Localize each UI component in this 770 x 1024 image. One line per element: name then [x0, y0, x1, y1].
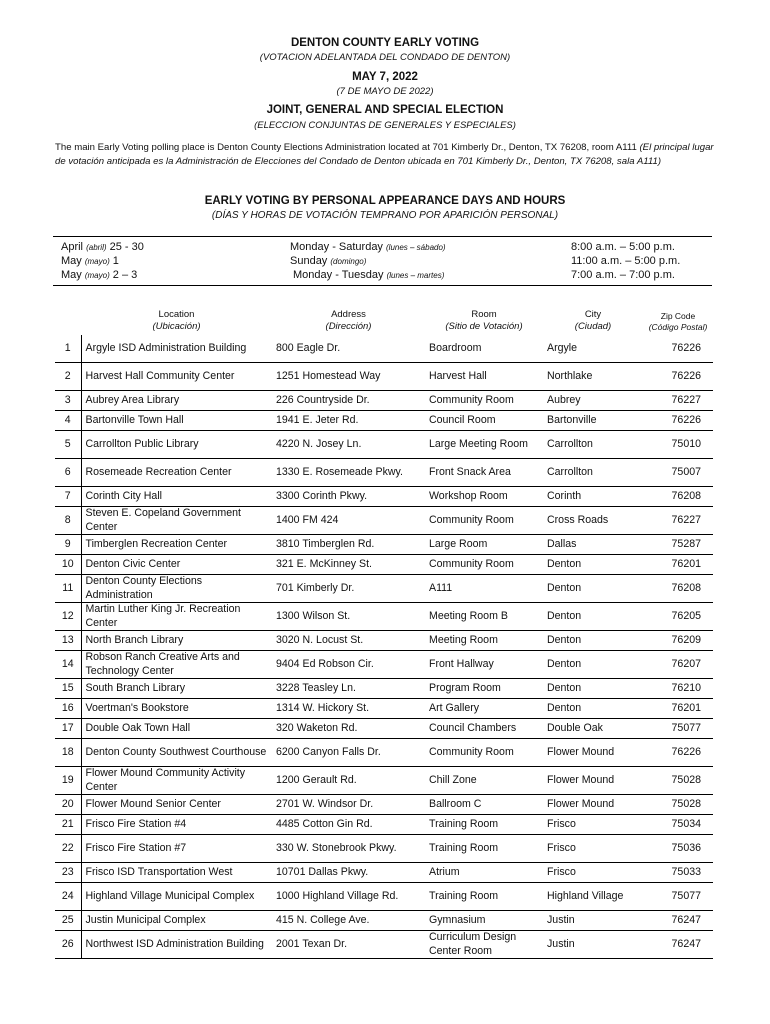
room-cell: Ballroom C — [425, 795, 543, 815]
table-row — [55, 555, 713, 575]
room-cell: Program Room — [425, 679, 543, 699]
schedule-row: May (mayo) 2 – 3 Monday - Tuesday (lunes – martes) 7:00 a.m. – 7:00 p.m. — [61, 269, 675, 281]
location-cell: Aubrey Area Library — [81, 391, 272, 411]
location-cell: Voertman's Bookstore — [81, 699, 272, 719]
room-cell: Community Room — [425, 391, 543, 411]
address-cell: 6200 Canyon Falls Dr. — [272, 739, 425, 767]
zip-cell: 75010 — [643, 431, 713, 459]
zip-cell: 76226 — [643, 335, 713, 363]
row-number: 4 — [55, 411, 81, 431]
room-cell: Gymnasium — [425, 911, 543, 931]
row-number: 8 — [55, 507, 81, 535]
address-header: Address (Dirección) — [325, 309, 372, 332]
address-cell: 9404 Ed Robson Cir. — [272, 651, 425, 679]
room-cell: Chill Zone — [425, 767, 543, 795]
table-row — [55, 363, 713, 391]
row-number: 10 — [55, 555, 81, 575]
location-cell: North Branch Library — [81, 631, 272, 651]
table-row — [55, 911, 713, 931]
zip-cell: 76226 — [643, 411, 713, 431]
address-cell: 1300 Wilson St. — [272, 603, 425, 631]
table-row — [55, 411, 713, 431]
zip-cell: 75034 — [643, 815, 713, 835]
location-cell: Rosemeade Recreation Center — [81, 459, 272, 487]
zip-cell: 76208 — [643, 575, 713, 603]
address-cell: 1251 Homestead Way — [272, 363, 425, 391]
intro-text-en: The main Early Voting polling place is Denton County Elections Administration located at 701 Kimberly Dr., Denton, TX 76208, room A111 — [55, 142, 637, 153]
address-cell: 1000 Highland Village Rd. — [272, 883, 425, 911]
zip-cell: 75028 — [643, 795, 713, 815]
address-cell: 330 W. Stonebrook Pkwy. — [272, 835, 425, 863]
city-cell: Denton — [543, 555, 643, 575]
location-cell: Frisco Fire Station #4 — [81, 815, 272, 835]
city-cell: Frisco — [543, 863, 643, 883]
zip-cell: 76209 — [643, 631, 713, 651]
table-row — [55, 739, 713, 767]
zip-cell: 75028 — [643, 767, 713, 795]
schedule-title: EARLY VOTING BY PERSONAL APPEARANCE DAYS AND HOURS — [204, 195, 566, 207]
room-cell: Council Chambers — [425, 719, 543, 739]
row-number: 12 — [55, 603, 81, 631]
row-number: 22 — [55, 835, 81, 863]
address-cell: 4220 N. Josey Ln. — [272, 431, 425, 459]
room-cell: Workshop Room — [425, 487, 543, 507]
table-row — [55, 631, 713, 651]
location-cell: Flower Mound Community Activity Center — [81, 767, 272, 795]
room-cell: Meeting Room B — [425, 603, 543, 631]
row-number: 19 — [55, 767, 81, 795]
table-row — [55, 507, 713, 535]
room-cell: A111 — [425, 575, 543, 603]
location-cell: Highland Village Municipal Complex — [81, 883, 272, 911]
schedule-block — [53, 236, 712, 286]
city-cell: Carrollton — [543, 431, 643, 459]
room-cell: Council Room — [425, 411, 543, 431]
room-cell: Large Meeting Room — [425, 431, 543, 459]
address-cell: 1400 FM 424 — [272, 507, 425, 535]
location-cell: Harvest Hall Community Center — [81, 363, 272, 391]
row-number: 1 — [55, 335, 81, 363]
table-row — [55, 767, 713, 795]
location-cell: Denton Civic Center — [81, 555, 272, 575]
room-cell: Large Room — [425, 535, 543, 555]
zip-cell: 76227 — [643, 507, 713, 535]
address-cell: 1314 W. Hickory St. — [272, 699, 425, 719]
room-header: Room (Sitio de Votación) — [445, 309, 523, 332]
location-cell: Carrollton Public Library — [81, 431, 272, 459]
location-cell: Denton County Southwest Courthouse — [81, 739, 272, 767]
zip-cell: 76207 — [643, 651, 713, 679]
city-cell: Frisco — [543, 815, 643, 835]
zip-cell: 75036 — [643, 835, 713, 863]
room-cell: Boardroom — [425, 335, 543, 363]
row-number: 24 — [55, 883, 81, 911]
city-cell: Double Oak — [543, 719, 643, 739]
row-number: 25 — [55, 911, 81, 931]
table-row — [55, 679, 713, 699]
zip-header: Zip Code (Código Postal) — [648, 311, 708, 332]
schedule-title-es: (DÍAS Y HORAS DE VOTACIÓN TEMPRANO POR APARICIÓN PERSONAL) — [211, 210, 559, 221]
row-number: 20 — [55, 795, 81, 815]
city-cell: Carrollton — [543, 459, 643, 487]
address-cell: 415 N. College Ave. — [272, 911, 425, 931]
zip-cell: 76227 — [643, 391, 713, 411]
row-number: 13 — [55, 631, 81, 651]
row-number: 14 — [55, 651, 81, 679]
schedule-row: April (abril) 25 - 30 Monday - Saturday (lunes – sábado) 8:00 a.m. – 5:00 p.m. — [61, 241, 675, 253]
table-row — [55, 487, 713, 507]
location-cell: Northwest ISD Administration Building — [81, 931, 272, 959]
zip-cell: 75287 — [643, 535, 713, 555]
city-cell: Cross Roads — [543, 507, 643, 535]
city-cell: Flower Mound — [543, 767, 643, 795]
city-cell: Bartonville — [543, 411, 643, 431]
address-cell: 1330 E. Rosemeade Pkwy. — [272, 459, 425, 487]
location-header: Location (Ubicación) — [152, 309, 201, 332]
location-cell: Frisco Fire Station #7 — [81, 835, 272, 863]
table-row — [55, 863, 713, 883]
zip-cell: 76210 — [643, 679, 713, 699]
row-number: 15 — [55, 679, 81, 699]
city-cell: Dallas — [543, 535, 643, 555]
city-cell: Corinth — [543, 487, 643, 507]
row-number: 17 — [55, 719, 81, 739]
room-cell: Training Room — [425, 835, 543, 863]
document-title: DENTON COUNTY EARLY VOTING — [290, 37, 480, 49]
address-cell: 1941 E. Jeter Rd. — [272, 411, 425, 431]
address-cell: 3810 Timberglen Rd. — [272, 535, 425, 555]
location-cell: Flower Mound Senior Center — [81, 795, 272, 815]
city-cell: Flower Mound — [543, 739, 643, 767]
table-row — [55, 335, 713, 363]
city-cell: Denton — [543, 679, 643, 699]
address-cell: 2001 Texan Dr. — [272, 931, 425, 959]
city-cell: Highland Village — [543, 883, 643, 911]
address-cell: 3228 Teasley Ln. — [272, 679, 425, 699]
location-cell: Frisco ISD Transportation West — [81, 863, 272, 883]
table-row — [55, 795, 713, 815]
row-number: 26 — [55, 931, 81, 959]
city-cell: Flower Mound — [543, 795, 643, 815]
row-number: 21 — [55, 815, 81, 835]
zip-cell: 75077 — [643, 883, 713, 911]
city-cell: Denton — [543, 631, 643, 651]
zip-cell: 76247 — [643, 931, 713, 959]
location-cell: Argyle ISD Administration Building — [81, 335, 272, 363]
schedule-row: May (mayo) 1 Sunday (domingo) 11:00 a.m. – 5:00 p.m. — [61, 255, 681, 267]
room-cell: Curriculum Design Center Room — [425, 931, 543, 959]
city-cell: Argyle — [543, 335, 643, 363]
election-date-es: (7 DE MAYO DE 2022) — [336, 86, 434, 97]
zip-cell: 75007 — [643, 459, 713, 487]
address-cell: 3300 Corinth Pkwy. — [272, 487, 425, 507]
table-row — [55, 835, 713, 863]
zip-cell: 75077 — [643, 719, 713, 739]
table-row — [55, 459, 713, 487]
location-cell: Timberglen Recreation Center — [81, 535, 272, 555]
room-cell: Meeting Room — [425, 631, 543, 651]
row-number: 7 — [55, 487, 81, 507]
table-row — [55, 719, 713, 739]
zip-cell: 76205 — [643, 603, 713, 631]
zip-cell: 76208 — [643, 487, 713, 507]
address-cell: 226 Countryside Dr. — [272, 391, 425, 411]
table-row — [55, 391, 713, 411]
room-cell: Atrium — [425, 863, 543, 883]
room-cell: Training Room — [425, 883, 543, 911]
table-row — [55, 535, 713, 555]
city-cell: Justin — [543, 911, 643, 931]
election-name: JOINT, GENERAL AND SPECIAL ELECTION — [266, 104, 504, 116]
city-cell: Denton — [543, 603, 643, 631]
table-row — [55, 431, 713, 459]
row-number: 11 — [55, 575, 81, 603]
num-header — [55, 297, 81, 335]
table-row — [55, 651, 713, 679]
table-row — [55, 575, 713, 603]
election-date: MAY 7, 2022 — [352, 71, 418, 83]
location-cell: Martin Luther King Jr. Recreation Center — [81, 603, 272, 631]
address-cell: 3020 N. Locust St. — [272, 631, 425, 651]
row-number: 3 — [55, 391, 81, 411]
room-cell: Harvest Hall — [425, 363, 543, 391]
table-row — [55, 931, 713, 959]
zip-cell: 76201 — [643, 555, 713, 575]
location-cell: Corinth City Hall — [81, 487, 272, 507]
table-row — [55, 883, 713, 911]
row-number: 5 — [55, 431, 81, 459]
city-cell: Denton — [543, 699, 643, 719]
zip-cell: 76226 — [643, 363, 713, 391]
table-row — [55, 815, 713, 835]
row-number: 9 — [55, 535, 81, 555]
row-number: 6 — [55, 459, 81, 487]
row-number: 2 — [55, 363, 81, 391]
city-cell: Aubrey — [543, 391, 643, 411]
location-cell: Denton County Elections Administration — [81, 575, 272, 603]
intro-text-es: (El principal lugar de votación anticipada es la Administración de Elecciones del Condado de Denton ubicada en 701 Kimberly Dr., Denton, TX 76208, sala A111) — [55, 142, 714, 167]
row-number: 18 — [55, 739, 81, 767]
room-cell: Art Gallery — [425, 699, 543, 719]
intro-paragraph — [55, 141, 715, 168]
address-cell: 321 E. McKinney St. — [272, 555, 425, 575]
city-cell: Denton — [543, 651, 643, 679]
city-cell: Denton — [543, 575, 643, 603]
table-row — [55, 699, 713, 719]
room-cell: Community Room — [425, 507, 543, 535]
location-cell: Steven E. Copeland Government Center — [81, 507, 272, 535]
address-cell: 4485 Cotton Gin Rd. — [272, 815, 425, 835]
row-number: 23 — [55, 863, 81, 883]
room-cell: Front Hallway — [425, 651, 543, 679]
zip-cell: 76247 — [643, 911, 713, 931]
document-title-es: (VOTACION ADELANTADA DEL CONDADO DE DENTON) — [259, 52, 511, 63]
zip-cell: 75033 — [643, 863, 713, 883]
address-cell: 701 Kimberly Dr. — [272, 575, 425, 603]
city-cell: Frisco — [543, 835, 643, 863]
location-cell: Robson Ranch Creative Arts and Technology Center — [81, 651, 272, 679]
zip-cell: 76201 — [643, 699, 713, 719]
polling-locations-table — [55, 297, 713, 959]
location-cell: Bartonville Town Hall — [81, 411, 272, 431]
address-cell: 800 Eagle Dr. — [272, 335, 425, 363]
zip-cell: 76226 — [643, 739, 713, 767]
room-cell: Community Room — [425, 555, 543, 575]
address-cell: 1200 Gerault Rd. — [272, 767, 425, 795]
address-cell: 320 Waketon Rd. — [272, 719, 425, 739]
location-cell: South Branch Library — [81, 679, 272, 699]
location-cell: Justin Municipal Complex — [81, 911, 272, 931]
room-cell: Training Room — [425, 815, 543, 835]
city-header: City (Ciudad) — [574, 309, 612, 332]
address-cell: 10701 Dallas Pkwy. — [272, 863, 425, 883]
location-cell: Double Oak Town Hall — [81, 719, 272, 739]
room-cell: Community Room — [425, 739, 543, 767]
table-header-row — [55, 297, 713, 335]
city-cell: Northlake — [543, 363, 643, 391]
election-name-es: (ELECCION CONJUNTAS DE GENERALES Y ESPECIALES) — [254, 120, 516, 131]
row-number: 16 — [55, 699, 81, 719]
table-row — [55, 603, 713, 631]
address-cell: 2701 W. Windsor Dr. — [272, 795, 425, 815]
room-cell: Front Snack Area — [425, 459, 543, 487]
city-cell: Justin — [543, 931, 643, 959]
